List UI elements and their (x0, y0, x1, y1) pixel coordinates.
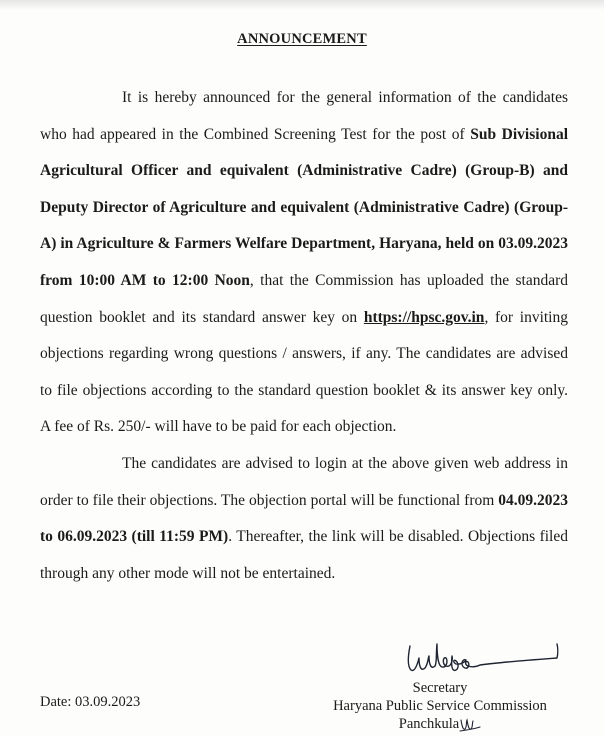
p2-portal-dates: 04.09.2023 to 06.09.2023 (till 11:59 PM) (40, 491, 568, 546)
announcement-date: Date: 03.09.2023 (40, 694, 141, 710)
announcement-title (0, 31, 604, 48)
p2-text-1: The candidates are advised to login at the above given web address in order to file their objections. The objection portal will be functional from (40, 454, 568, 509)
p1-post-details: Sub Divisional Agricultural Officer and equivalent (Administrative Cadre) (Group-B) and Deputy Director of Agriculture and equivalent (Administrative Cadre) (Group-A) in Agriculture & Farmers Welfare Department, Haryana, held on 03.09.2023 from 10:00 AM to 12:00 Noon (40, 125, 568, 289)
signatory-place: Panchkula (398, 716, 460, 732)
p2-text-2: . Thereafter, the link will be disabled. Objections filed through any other mode will not be entertained. (40, 528, 568, 582)
signatory-designation: Secretary (412, 680, 468, 696)
p1-text-3: , for inviting objections regarding wrong questions / answers, if any. The candidates are advised to file objections according to the standard question booklet & its answer key only. A fee of Rs. 250/- will have to be paid for each objection. (40, 308, 568, 436)
initials-icon (459, 717, 481, 733)
scan-edge-shadow (0, 0, 604, 10)
p1-text-2: , that the Commission has uploaded the standard question booklet and its standard answer key on (40, 271, 568, 326)
hpsc-website-link[interactable]: https://hpsc.gov.in (363, 308, 485, 326)
signature-icon (402, 640, 562, 682)
paragraph-2 (40, 446, 568, 592)
announcement-body (40, 80, 568, 592)
paragraph-1 (40, 80, 568, 446)
signatory-organization: Haryana Public Service Commission (333, 698, 547, 714)
p1-text-1: It is hereby announced for the general information of the candidates who had appeared in the Combined Screening Test for the post of (40, 89, 568, 143)
signatory-place-row (320, 715, 560, 733)
signatory-block (320, 679, 560, 733)
title-text: ANNOUNCEMENT (237, 31, 367, 47)
